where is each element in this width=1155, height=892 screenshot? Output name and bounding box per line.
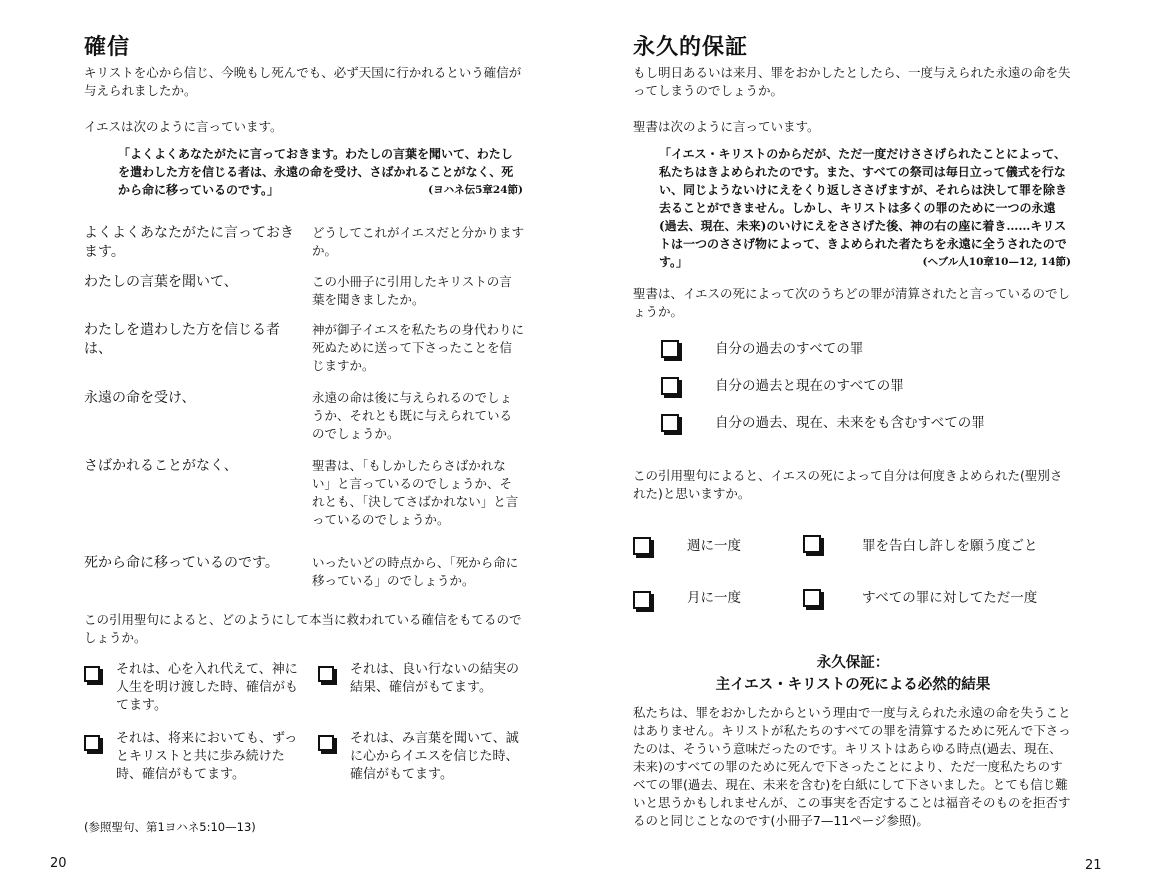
- sins-question: 聖書は、イエスの死によって次のうちどの罪が清算されたと言っているのでしょうか。: [633, 286, 1071, 319]
- question-3: 神が御子イエスを私たちの身代わりに死ぬために送って下さったことを信じますか。: [312, 322, 525, 373]
- phrase-1: よくよくあなたがたに言っておきます。: [84, 225, 294, 260]
- checkbox-sin-3[interactable]: [661, 414, 679, 432]
- freq-option-4: すべての罪に対してただ一度: [862, 590, 1038, 606]
- assurance-intro: キリストを心から信じ、今晩もし死んでも、必ず天国に行かれるという確信が与えられましたか。: [84, 65, 522, 98]
- freq-option-1: 週に一度: [687, 538, 741, 554]
- sanctified-question: この引用聖句によると、イエスの死によって自分は何度きよめられた(聖別された)と思いますか。: [633, 468, 1063, 501]
- question-6: いったいどの時点から、「死から命に移っている」のでしょうか。: [312, 555, 519, 588]
- checkbox-freq-4[interactable]: [803, 589, 821, 607]
- question-2: この小冊子に引用したキリストの言葉を聞きましたか。: [312, 274, 512, 307]
- phrase-4: 永遠の命を受け、: [84, 390, 196, 406]
- john-quote-text: 「よくよくあなたがたに言っておきます。わたしの言葉を聞いて、わたしを遣わした方を信じる者は、永遠の命を受け、さばかれることがなく、死から命に移っているのです。」: [118, 147, 514, 197]
- question-4: 永遠の命は後に与えられるのでしょうか、それとも既に与えられているのでしょうか。: [312, 390, 513, 441]
- option-1-text: それは、心を入れ代えて、神に人生を明け渡した時、確信がもてます。: [116, 662, 299, 713]
- checkbox-sin-1[interactable]: [661, 340, 679, 358]
- option-4-text: それは、み言葉を聞いて、誠に心からイエスを信じた時、確信がもてます。: [350, 731, 519, 782]
- page-title-assurance: 確信: [84, 35, 131, 60]
- option-2-text: それは、良い行ないの結実の結果、確信がもてます。: [350, 662, 520, 695]
- checkbox-freq-2[interactable]: [803, 535, 821, 553]
- checkbox-option-3[interactable]: [84, 735, 100, 751]
- checkbox-option-2[interactable]: [318, 666, 334, 682]
- jesus-said-text: イエスは次のように言っています。: [84, 119, 283, 134]
- checkbox-sin-2[interactable]: [661, 377, 679, 395]
- bible-said-text: 聖書は次のように言っています。: [633, 119, 820, 134]
- question-1: どうしてこれがイエスだと分かりますか。: [312, 225, 525, 258]
- phrase-6: 死から命に移っているのです。: [84, 555, 279, 571]
- sin-option-1: 自分の過去のすべての罪: [715, 341, 864, 357]
- hebrews-quote-ref: (ヘブル人10章10—12, 14節): [922, 256, 1071, 268]
- checkbox-freq-1[interactable]: [633, 537, 651, 555]
- eternal-intro: もし明日あるいは来月、罪をおかしたとしたら、一度与えられた永遠の命を失ってしまうのでしょうか。: [633, 65, 1071, 98]
- phrase-3: わたしを遣わした方を信じる者は、: [84, 322, 280, 357]
- subtitle-line-1: 永久保証：: [816, 655, 890, 671]
- option-3-text: それは、将来においても、ずっとキリストと共に歩み続けた時、確信がもてます。: [116, 731, 298, 782]
- checkbox-option-4[interactable]: [318, 735, 334, 751]
- checkbox-option-1[interactable]: [84, 666, 100, 682]
- assurance-question: この引用聖句によると、どのようにして本当に救われている確信をもてるのでしょうか。: [84, 612, 522, 645]
- john-quote-ref: (ヨハネ伝5章24節): [428, 184, 523, 196]
- phrase-2: わたしの言葉を聞いて、: [84, 274, 238, 290]
- checkbox-freq-3[interactable]: [633, 591, 651, 609]
- sin-option-3: 自分の過去、現在、未来をも含むすべての罪: [715, 415, 985, 431]
- john-quote: [118, 145, 523, 199]
- page-number-right: 21: [1085, 858, 1102, 873]
- freq-option-2: 罪を告白し許しを願う度ごと: [862, 538, 1038, 554]
- freq-option-3: 月に一度: [687, 590, 741, 606]
- subtitle-line-2: 主イエス・キリストの死による必然的結果: [715, 677, 991, 693]
- left-page: [0, 0, 577, 892]
- page-number-left: 20: [50, 856, 67, 871]
- sin-option-2: 自分の過去と現在のすべての罪: [715, 378, 904, 394]
- phrase-5: さばかれることがなく、: [84, 458, 238, 474]
- right-page: [577, 0, 1155, 892]
- hebrews-quote-text: 「イエス・キリストのからだが、ただ一度だけささげられたことによって、私たちはきよめられたのです。また、すべての祭司は毎日立って儀式を行ない、同じようないけにえをくり返しささげますが、それらは決して罪を除き去ることができません。しかし、キリストは多くの罪のために一つの永遠(過去、現在、未来)のいけにえをささげた後、神の右の座に着き……キリストは一つのささげ物によって、きよめられた者たちを永遠に全うされたのです。」: [659, 147, 1068, 269]
- reference-text: (参照聖句、第1ヨハネ5:10—13): [84, 820, 256, 834]
- question-5: 聖書は、「もしかしたらさばかれない」と言っているのでしょうか、それとも、「決してさばかれない」と言っているのでしょうか。: [312, 458, 519, 527]
- conclusion-text: 私たちは、罪をおかしたからという理由で一度与えられた永遠の命を失うことはありません。キリストが私たちのすべての罪を清算するために死んで下さったのは、そういう意味だったのです。キリストはあらゆる時点(過去、現在、未来)のすべての罪のために死んで下さったことにより、ただ一度私たちのすべての罪(過去、現在、未来を含む)を白紙にして下さいました。とても信じ難いと思うかもしれませんが、この事実を否定することは福音そのものを拒否するのと同じことなのです(小冊子7—11ページ参照)。: [633, 705, 1071, 828]
- hebrews-quote: [659, 145, 1071, 271]
- page-title-eternal-security: 永久的保証: [633, 35, 749, 60]
